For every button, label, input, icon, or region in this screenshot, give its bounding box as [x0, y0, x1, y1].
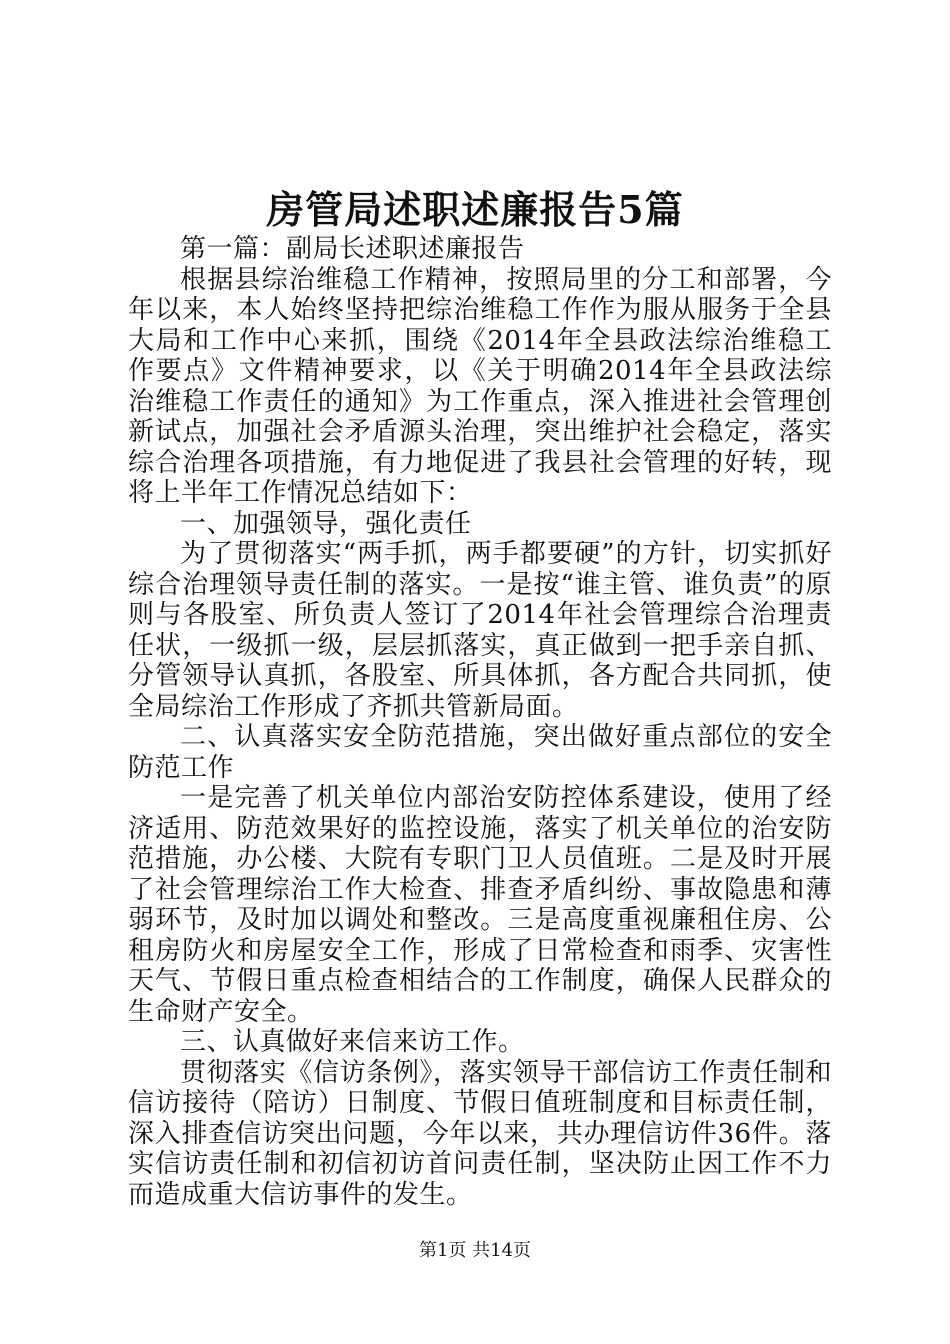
document-body	[128, 234, 832, 1210]
paragraph-section-heading: 第一篇：副局长述职述廉报告	[180, 234, 525, 264]
paragraph-heading-2: 二、认真落实安全防范措施，突出做好重点部位的安全防范工作	[128, 722, 832, 783]
paragraph-heading-1: 一、加强领导，强化责任	[180, 508, 472, 539]
paragraph-body-1: 为了贯彻落实“两手抓，两手都要硬”的方针，切实抓好综合治理领导责任制的落实。一是按“谁主管、谁负责”的原则与各股室、所负责人签订了2014年社会管理综合治理责任状，一级抓一级，层层抓落实，真正做到一把手亲自抓、分管领导认真抓，各股室、所具体抓，各方配合共同抓，使全局综治工作形成了齐抓共管新局面。	[128, 539, 832, 722]
paragraph-heading-3: 三、认真做好来信来访工作。	[180, 1027, 525, 1057]
paragraph-body-2: 一是完善了机关单位内部治安防控体系建设，使用了经济适用、防范效果好的监控设施，落实了机关单位的治安防范措施，办公楼、大院有专职门卫人员值班。二是及时开展了社会管理综治工作大检查、排查矛盾纠纷、事故隐患和薄弱环节，及时加以调处和整改。三是高度重视廉租住房、公租房防火和房屋安全工作，形成了日常检查和雨季、灾害性天气、节假日重点检查相结合的工作制度，确保人民群众的生命财产安全。	[128, 783, 832, 1027]
paragraph-intro: 根据县综治维稳工作精神，按照局里的分工和部署，今年以来，本人始终坚持把综治维稳工作作为服从服务于全县大局和工作中心来抓，围绕《2014年全县政法综治维稳工作要点》文件精神要求，以《关于明确2014年全县政法综治维稳工作责任的通知》为工作重点，深入推进社会管理创新试点，加强社会矛盾源头治理，突出维护社会稳定，落实综合治理各项措施，有力地促进了我县社会管理的好转，现将上半年工作情况总结如下：	[128, 264, 832, 508]
document-title: 房管局述职述廉报告5篇	[266, 187, 684, 232]
page-number: 第1页 共14页	[418, 1240, 532, 1261]
paragraph-body-3: 贯彻落实《信访条例》，落实领导干部信访工作责任制和信访接待（陪访）日制度、节假日值班制度和目标责任制，深入排查信访突出问题，今年以来，共办理信访件36件。落实信访责任制和初信初访首问责任制，坚决防止因工作不力而造成重大信访事件的发生。	[128, 1057, 832, 1210]
